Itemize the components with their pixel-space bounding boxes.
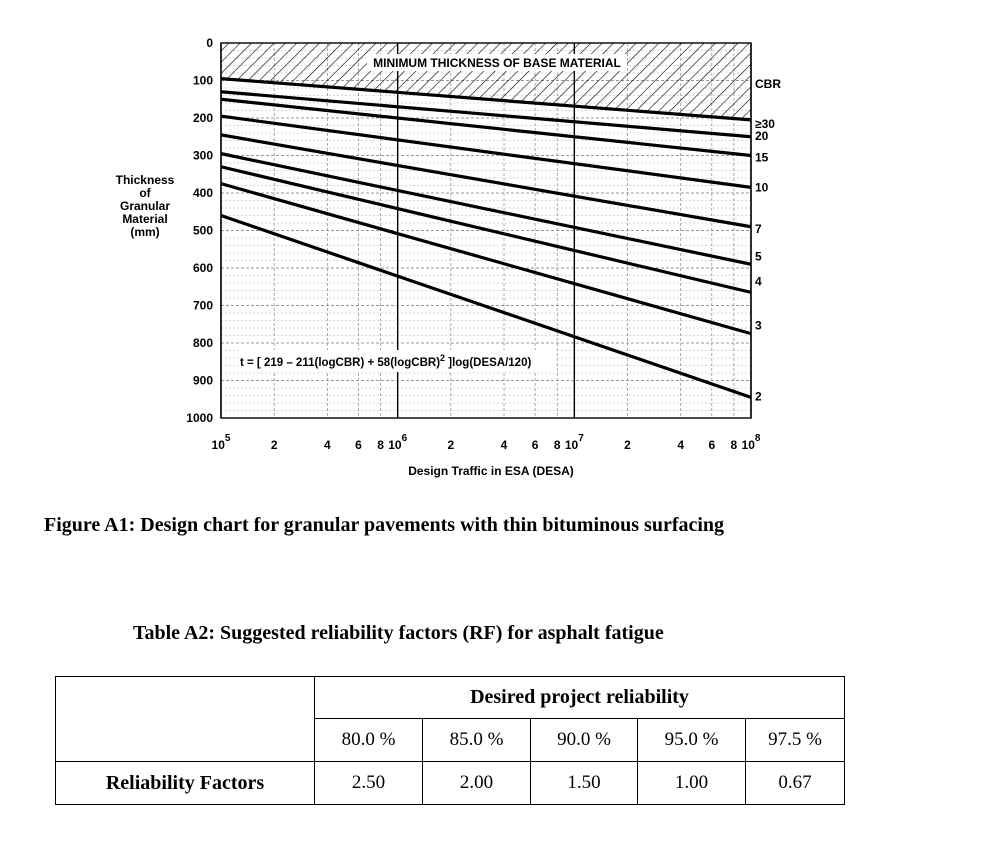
y-axis-label: Material	[122, 212, 168, 226]
y-tick-label: 300	[192, 148, 213, 163]
x-tick-label: $10^8$	[741, 433, 761, 452]
y-axis-label: of	[139, 186, 151, 200]
y-axis-label: (mm)	[130, 225, 160, 239]
reliability-column: 97.5 %	[746, 719, 845, 762]
cbr-series-label: 15	[755, 150, 769, 165]
cbr-series-label: ≥30	[755, 116, 775, 131]
x-tick-label: 6	[531, 438, 539, 452]
table-corner-cell	[56, 677, 315, 762]
table-title: Table A2: Suggested reliability factors (RF) for asphalt fatigue	[133, 622, 664, 644]
reliability-column: 80.0 %	[315, 719, 423, 762]
y-tick-label: 200	[192, 111, 213, 125]
cbr-series-label: 4	[755, 274, 762, 289]
y-tick-label: 100	[192, 73, 213, 88]
x-tick-label: 2	[270, 438, 278, 452]
cbr-series-label: 5	[755, 249, 762, 264]
table-header-cell: Desired project reliability	[315, 677, 845, 719]
figure-caption: Figure A1: Design chart for granular pavements with thin bituminous surfacing	[44, 514, 725, 536]
row-label: Reliability Factors	[56, 762, 315, 805]
x-tick-label: 2	[624, 438, 631, 452]
x-tick-label: 8	[730, 438, 738, 452]
reliability-factor-value: 1.00	[638, 762, 746, 805]
reliability-table	[55, 676, 845, 805]
reliability-factor-value: 2.00	[423, 762, 531, 805]
y-tick-label: 500	[192, 223, 213, 238]
reliability-factor-value: 1.50	[531, 762, 638, 805]
x-tick-label: 6	[355, 438, 362, 452]
reliability-factor-value: 0.67	[746, 762, 845, 805]
legend-title: CBR	[755, 77, 781, 91]
cbr-series-label: 3	[755, 318, 762, 333]
x-tick-label: $10^5$	[211, 433, 231, 452]
x-tick-label: 8	[377, 438, 384, 452]
x-axis-label: Design Traffic in ESA (DESA)	[408, 464, 574, 478]
reliability-column: 90.0 %	[531, 719, 638, 762]
y-tick-label: 1000	[186, 411, 213, 425]
y-axis-label: Granular	[119, 199, 171, 213]
equation-text: t = [ 219 – 211(logCBR) + 58(logCBR)$^2$ ]log(DESA/120)	[240, 353, 532, 369]
x-tick-label: $10^7$	[564, 433, 584, 452]
y-axis-label: Thickness	[115, 173, 175, 187]
y-tick-label: 0	[206, 36, 213, 50]
y-tick-label: 400	[192, 186, 213, 200]
reliability-factor-value: 2.50	[315, 762, 423, 805]
reliability-column: 85.0 %	[423, 719, 531, 762]
x-tick-label: 2	[447, 438, 455, 452]
cbr-series-label: 7	[755, 221, 762, 236]
x-tick-label: 8	[553, 438, 561, 452]
y-tick-label: 700	[192, 298, 213, 313]
reliability-column: 95.0 %	[638, 719, 746, 762]
cbr-series-line	[221, 184, 751, 334]
x-tick-label: $10^6$	[388, 433, 408, 452]
y-tick-label: 600	[192, 261, 213, 275]
cbr-series-label: 20	[755, 128, 769, 143]
x-tick-label: 4	[324, 438, 331, 452]
cbr-series-label: 10	[755, 180, 769, 195]
y-tick-label: 900	[192, 373, 213, 388]
y-tick-label: 800	[192, 336, 213, 350]
x-tick-label: 6	[708, 438, 716, 452]
cbr-series-label: 2	[755, 389, 762, 404]
x-tick-label: 4	[500, 438, 508, 452]
x-tick-label: 4	[677, 438, 685, 452]
chart-title: MINIMUM THICKNESS OF BASE MATERIAL	[373, 56, 621, 70]
